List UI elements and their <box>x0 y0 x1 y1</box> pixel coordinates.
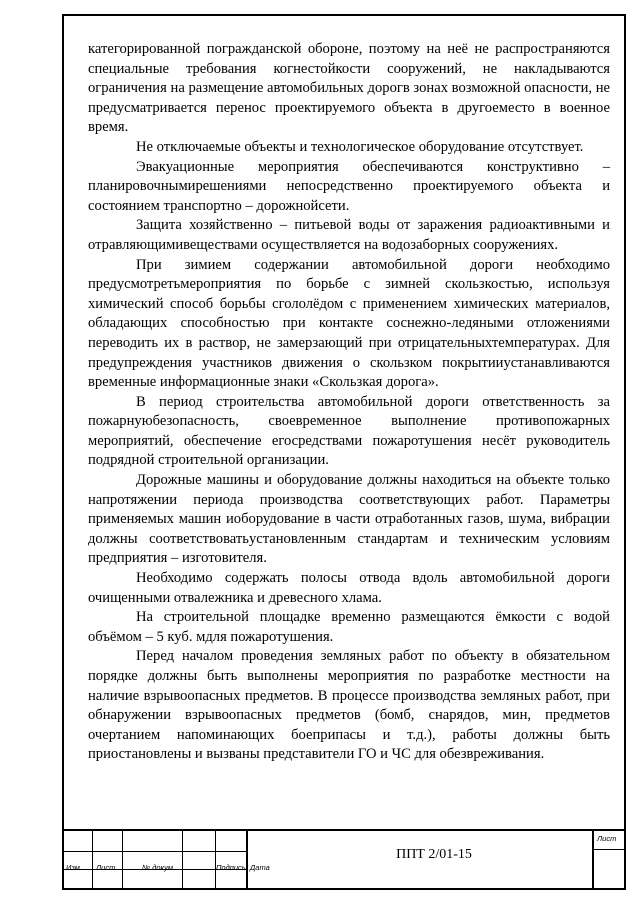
stamp-label-izm: Изм <box>66 863 80 872</box>
stamp-divider <box>182 831 183 890</box>
stamp-label-docnum: № докум <box>142 863 173 872</box>
stamp-label-sign: Подпись <box>216 863 246 872</box>
stamp-row-line <box>592 849 626 850</box>
stamp-divider <box>592 831 594 890</box>
stamp-row-line <box>62 851 246 852</box>
paragraph: В период строительства автомобильной дороги ответственность за пожарнуюбезопасность, своевременное выполнение противопожарных мероприятий, обеспечение егосредствами пожаротушения несёт руководитель подрядной строительной организации. <box>88 393 610 469</box>
paragraph: При зимием содержании автомобильной дороги необходимо предусмотретьмероприятия по борьбе с зимней скользкостью, используя химический способ борьбы сгололёдом с применением химических материалов, обладающих способностью при контакте соснежно-ледяными отложениями переводить их в раствор, не замерзающий при отрицательныхтемпературах. Для предупреждения участников движения о скользком покрытииустанавливаются временные информационные знаки «Скользкая дорога». <box>88 256 610 391</box>
stamp-divider <box>246 831 248 890</box>
paragraph: Необходимо содержать полосы отвода вдоль автомобильной дороги очищенными отвалежника и древесного хлама. <box>88 570 610 606</box>
paragraph: категорированной погражданской обороне, поэтому на неё не распространяются специальные требования когнестойкости сооружений, не накладываются ограничения на размещение автомобильных дорогв зонах возможной опасности, не предусматривается перенос проектируемого объекта в другоеместо в военное время. <box>88 41 610 136</box>
stamp-divider <box>92 831 93 890</box>
stamp-label-date: Дата <box>250 863 270 872</box>
paragraph: Перед началом проведения земляных работ по объекту в обязательном порядке должны быть выполнены мероприятия по разработке местности на наличие взрывоопасных предметов. В процессе производства земляных работ, при обнаружении взрывоопасных предметов (бомб, снарядов, мин, предметов очертанием напоминающих боеприпасы и т.д.), работы должны быть приостановлены и вызваны представители ГО и ЧС для обезвреживания. <box>88 648 610 763</box>
document-code: ППТ 2/01-15 <box>396 847 472 862</box>
paragraph: Эвакуационные мероприятия обеспечиваются конструктивно – планировочнымирешениями непосредственно проектируемого объекта и состоянием транспортно – дорожнойсети. <box>88 158 610 214</box>
stamp-label-sheet: Лист <box>597 834 617 843</box>
stamp-divider <box>215 831 216 890</box>
paragraph: Дорожные машины и оборудование должны находиться на объекте только напротяжении периода производства соответствующих работ. Параметры применяемых машин иоборудование в части отработанных газов, шума, вибрации должны соответствоватьустановленным стандартам и техническим условиям предприятия – изготовителя. <box>88 472 610 567</box>
stamp-divider <box>122 831 123 890</box>
document-body <box>88 40 610 765</box>
paragraph: Защита хозяйственно – питьевой воды от заражения радиоактивными и отравляющимивеществами осуществляется на водозаборных сооружениях. <box>88 217 610 253</box>
paragraph: На строительной площадке временно размещаются ёмкости с водой объёмом – 5 куб. мдля пожаротушения. <box>88 609 610 645</box>
paragraph: Не отключаемые объекты и технологическое оборудование отсутствует. <box>136 138 584 155</box>
stamp-label-list: Лист <box>96 863 116 872</box>
